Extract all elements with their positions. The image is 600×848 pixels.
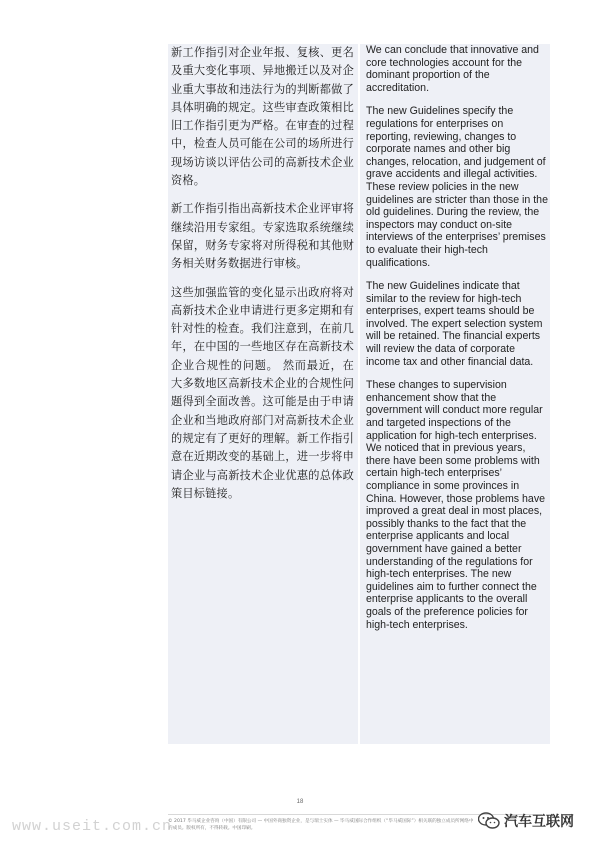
english-paragraph: The new Guidelines indicate that similar to the review for high-tech enterprises, expert teams should be involved. The expert selection system will be retained. The financial experts will review the data of corporate income tax and other financial data. bbox=[366, 280, 543, 368]
english-paragraph: We can conclude that innovative and core technologies account for the dominant proportion of the accreditation. bbox=[366, 44, 539, 94]
english-paragraph: The new Guidelines specify the regulations for enterprises on reporting, reviewing, changes to corporate names and other big changes, relocation, and judgement of grave accidents and illegal activities. These review policies in the new guidelines are stricter than those in the old guidelines. During the review, the inspectors may conduct on-site interviews of the enterprises’ premises to evaluate their high-tech qualifications. bbox=[366, 105, 548, 269]
footer-legal-text: © 2017 毕马威企业咨询（中国）有限公司 — 中国外商独资企业，是与瑞士实体 — 毕马威国际合作组织（“毕马威国际”）相关联的独立成员所网络中的成员。版权所有，不得转载。中国印刷。 bbox=[168, 819, 474, 831]
chinese-paragraph: 这些加强监管的变化显示出政府将对高新技术企业申请进行更多定期和有针对性的检查。我们注意到，在前几年，在中国的一些地区存在高新技术企业合规性的问题。 然而最近，在大多数地区高新技术企业的合规性问题得到全面改善。这可能是由于申请企业和当地政府部门对高新技术企业的规定有了更好的理解。新工作指引意在近期改变的基础上，进一步将申请企业与高新技术企业优惠的总体政策目标链接。 bbox=[171, 285, 354, 500]
wechat-logo-icon bbox=[478, 812, 500, 830]
english-paragraph: These changes to supervision enhancement show that the government will conduct more regular and targeted inspections of the application for high-tech enterprises. We noticed that in previous years, there have been some problems with certain high-tech enterprises’ compliance in some provinces in China. However, those problems have improved a great deal in most places, possibly thanks to the fact that the enterprise applicants and local government have gained a better understanding of the regulations for high-tech enterprises. The new guidelines aim to further connect the enterprise applicants to the overall goals of the preference policies for high-tech enterprises. bbox=[366, 379, 546, 631]
watermark-brand bbox=[478, 806, 574, 836]
watermark-url: www.useit.com.cn bbox=[12, 818, 173, 835]
page-number: 18 bbox=[296, 799, 304, 805]
chinese-paragraph: 新工作指引对企业年报、复核、更名及重大变化事项、异地搬迁以及对企业重大事故和违法行为的判断都做了具体明确的规定。这些审查政策相比旧工作指引更为严格。在审查的过程中，检查人员可能在公司的场所进行现场访谈以评估公司的高新技术企业资格。 bbox=[171, 46, 354, 188]
watermark-brand-text: 汽车互联网 bbox=[504, 814, 574, 830]
chinese-paragraph: 新工作指引指出高新技术企业评审将继续沿用专家组。专家选取系统继续保留，财务专家将对所得税和其他财务相关财务数据进行审核。 bbox=[171, 202, 354, 271]
chinese-text-column bbox=[168, 44, 358, 744]
english-text-column bbox=[358, 44, 550, 744]
